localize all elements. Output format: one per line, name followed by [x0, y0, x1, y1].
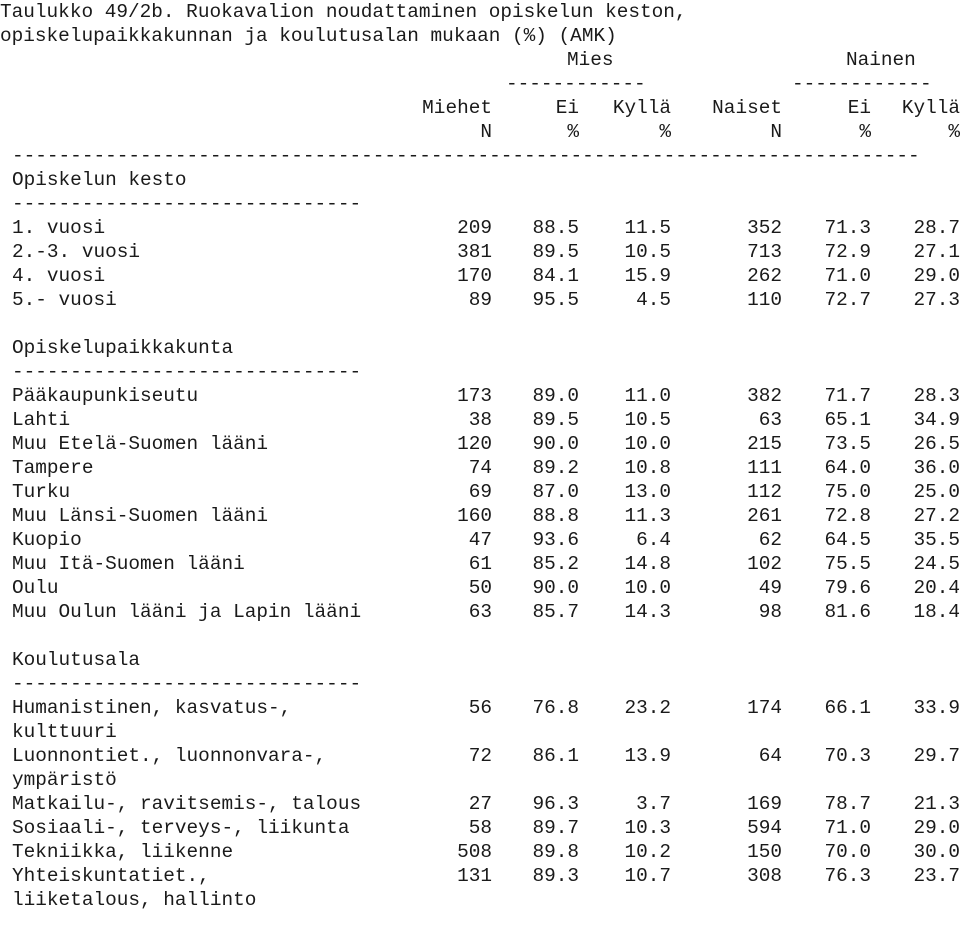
table-body	[0, 168, 960, 912]
value-nainen-ei: 72.9	[824, 241, 871, 263]
table-row	[0, 504, 960, 528]
table-row	[0, 288, 960, 312]
value-nainen-kylla: 27.2	[913, 505, 960, 527]
value-nainen-n: 98	[758, 601, 782, 623]
value-mies-ei: 88.5	[532, 217, 579, 239]
section-spacer	[0, 624, 960, 648]
value-nainen-ei: 71.3	[824, 217, 871, 239]
value-nainen-ei: 71.0	[824, 817, 871, 839]
table-title-line-1	[0, 0, 960, 24]
value-mies-ei: 84.1	[532, 265, 579, 287]
value-mies-ei: 96.3	[532, 793, 579, 815]
table-row	[0, 864, 960, 912]
value-mies-n: 47	[468, 529, 492, 551]
section-underline-row	[0, 672, 960, 696]
header-unit-pct: %	[948, 121, 960, 143]
row-label: Humanistinen, kasvatus-,	[12, 697, 292, 719]
table-row	[0, 792, 960, 816]
value-mies-kylla: 13.9	[624, 745, 671, 767]
value-nainen-kylla: 36.0	[913, 457, 960, 479]
value-nainen-kylla: 28.7	[913, 217, 960, 239]
header-group-dashes	[0, 72, 960, 96]
value-mies-kylla: 10.5	[624, 409, 671, 431]
value-nainen-kylla: 26.5	[913, 433, 960, 455]
table-subtitle: opiskelupaikkakunnan ja koulutusalan mukaan (%) (AMK)	[0, 25, 617, 47]
value-mies-kylla: 10.0	[624, 433, 671, 455]
section-title-row	[0, 648, 960, 672]
value-nainen-ei: 72.8	[824, 505, 871, 527]
value-nainen-n: 111	[747, 457, 782, 479]
value-nainen-ei: 75.5	[824, 553, 871, 575]
value-mies-ei: 90.0	[532, 577, 579, 599]
table-row	[0, 240, 960, 264]
value-mies-ei: 86.1	[532, 745, 579, 767]
row-label-continued: liiketalous, hallinto	[12, 889, 257, 911]
value-nainen-n: 594	[747, 817, 782, 839]
row-label: Muu Etelä-Suomen lääni	[12, 433, 268, 455]
value-mies-n: 27	[468, 793, 492, 815]
header-unit-pct: %	[859, 121, 871, 143]
header-mies: Mies	[567, 49, 614, 71]
header-unit-row	[0, 120, 960, 144]
value-nainen-n: 215	[747, 433, 782, 455]
section-title-row	[0, 336, 960, 360]
value-mies-n: 381	[457, 241, 492, 263]
value-nainen-n: 62	[758, 529, 782, 551]
value-mies-ei: 89.8	[532, 841, 579, 863]
value-mies-ei: 89.3	[532, 865, 579, 887]
header-unit-pct: %	[659, 121, 671, 143]
value-nainen-n: 112	[747, 481, 782, 503]
value-nainen-kylla: 27.3	[913, 289, 960, 311]
value-nainen-n: 110	[747, 289, 782, 311]
value-mies-ei: 93.6	[532, 529, 579, 551]
value-nainen-ei: 64.0	[824, 457, 871, 479]
row-label: Tekniikka, liikenne	[12, 841, 234, 863]
value-mies-n: 89	[468, 289, 492, 311]
row-label: 1. vuosi	[12, 217, 106, 239]
row-label: 5.- vuosi	[12, 289, 117, 311]
header-divider: ------------------------------------------------------------------------------	[12, 145, 920, 167]
table-row	[0, 576, 960, 600]
section-underline-row	[0, 360, 960, 384]
value-nainen-n: 49	[758, 577, 782, 599]
value-mies-ei: 87.0	[532, 481, 579, 503]
value-nainen-n: 713	[747, 241, 782, 263]
value-mies-kylla: 10.0	[624, 577, 671, 599]
row-label-continued: kulttuuri	[12, 721, 117, 743]
row-label: Sosiaali-, terveys-, liikunta	[12, 817, 350, 839]
row-label: Lahti	[12, 409, 71, 431]
header-unit-n-miehet: N	[480, 121, 492, 143]
value-nainen-kylla: 25.0	[913, 481, 960, 503]
section-underline: ------------------------------	[12, 193, 362, 215]
value-mies-ei: 89.0	[532, 385, 579, 407]
value-mies-n: 209	[457, 217, 492, 239]
value-nainen-ei: 75.0	[824, 481, 871, 503]
value-mies-kylla: 10.3	[624, 817, 671, 839]
value-mies-kylla: 10.2	[624, 841, 671, 863]
value-mies-ei: 76.8	[532, 697, 579, 719]
value-mies-n: 58	[468, 817, 492, 839]
value-mies-n: 131	[457, 865, 492, 887]
header-mies-kylla: Kyllä	[612, 97, 671, 119]
value-mies-n: 56	[468, 697, 492, 719]
value-nainen-kylla: 29.7	[913, 745, 960, 767]
value-nainen-kylla: 35.5	[913, 529, 960, 551]
value-nainen-ei: 71.0	[824, 265, 871, 287]
value-mies-n: 38	[468, 409, 492, 431]
header-nainen: Nainen	[846, 49, 916, 71]
header-nainen-kylla: Kyllä	[901, 97, 960, 119]
row-label: Oulu	[12, 577, 59, 599]
row-label: Tampere	[12, 457, 94, 479]
value-mies-ei: 89.7	[532, 817, 579, 839]
section-underline-row	[0, 192, 960, 216]
header-naiset: Naiset	[712, 97, 782, 119]
table-row	[0, 600, 960, 624]
value-mies-kylla: 11.3	[624, 505, 671, 527]
row-label: Matkailu-, ravitsemis-, talous	[12, 793, 362, 815]
value-nainen-ei: 72.7	[824, 289, 871, 311]
value-mies-ei: 85.2	[532, 553, 579, 575]
value-mies-kylla: 14.3	[624, 601, 671, 623]
section-title: Opiskelun kesto	[12, 169, 187, 191]
value-mies-n: 50	[468, 577, 492, 599]
value-nainen-kylla: 29.0	[913, 817, 960, 839]
value-nainen-ei: 66.1	[824, 697, 871, 719]
value-mies-ei: 90.0	[532, 433, 579, 455]
value-mies-n: 173	[457, 385, 492, 407]
header-unit-n-naiset: N	[770, 121, 782, 143]
table-row	[0, 480, 960, 504]
value-nainen-kylla: 27.1	[913, 241, 960, 263]
row-label: 2.-3. vuosi	[12, 241, 140, 263]
value-mies-kylla: 15.9	[624, 265, 671, 287]
header-nainen-underline: ------------	[792, 73, 932, 95]
value-mies-ei: 88.8	[532, 505, 579, 527]
value-nainen-ei: 64.5	[824, 529, 871, 551]
header-column-row	[0, 96, 960, 120]
value-mies-kylla: 23.2	[624, 697, 671, 719]
value-nainen-n: 262	[747, 265, 782, 287]
value-mies-kylla: 4.5	[636, 289, 671, 311]
value-mies-ei: 89.5	[532, 241, 579, 263]
value-nainen-ei: 70.3	[824, 745, 871, 767]
value-nainen-n: 102	[747, 553, 782, 575]
row-label: 4. vuosi	[12, 265, 106, 287]
value-nainen-kylla: 21.3	[913, 793, 960, 815]
value-nainen-ei: 65.1	[824, 409, 871, 431]
value-nainen-n: 63	[758, 409, 782, 431]
value-nainen-kylla: 23.7	[913, 865, 960, 887]
value-mies-n: 61	[468, 553, 492, 575]
value-mies-n: 120	[457, 433, 492, 455]
value-nainen-n: 150	[747, 841, 782, 863]
value-mies-ei: 95.5	[532, 289, 579, 311]
value-mies-n: 63	[468, 601, 492, 623]
value-nainen-kylla: 28.3	[913, 385, 960, 407]
value-nainen-kylla: 30.0	[913, 841, 960, 863]
row-label: Pääkaupunkiseutu	[12, 385, 199, 407]
table-row	[0, 264, 960, 288]
value-nainen-n: 308	[747, 865, 782, 887]
section-spacer	[0, 312, 960, 336]
value-nainen-kylla: 29.0	[913, 265, 960, 287]
value-mies-kylla: 10.5	[624, 241, 671, 263]
value-nainen-kylla: 34.9	[913, 409, 960, 431]
table-row	[0, 816, 960, 840]
section-title-row	[0, 168, 960, 192]
row-label-continued: ympäristö	[12, 769, 117, 791]
value-mies-kylla: 10.8	[624, 457, 671, 479]
value-nainen-kylla: 18.4	[913, 601, 960, 623]
value-nainen-n: 174	[747, 697, 782, 719]
table-title: Taulukko 49/2b. Ruokavalion noudattaminen opiskelun keston,	[0, 1, 687, 23]
value-mies-ei: 89.5	[532, 409, 579, 431]
value-nainen-ei: 70.0	[824, 841, 871, 863]
table-row	[0, 408, 960, 432]
value-mies-n: 170	[457, 265, 492, 287]
section-title: Opiskelupaikkakunta	[12, 337, 234, 359]
table-row	[0, 696, 960, 744]
row-label: Muu Oulun lääni ja Lapin lääni	[12, 601, 362, 623]
value-mies-ei: 85.7	[532, 601, 579, 623]
table-row	[0, 456, 960, 480]
header-miehet: Miehet	[422, 97, 492, 119]
header-mies-underline: ------------	[506, 73, 646, 95]
header-group-row	[0, 48, 960, 72]
value-nainen-ei: 78.7	[824, 793, 871, 815]
header-mies-ei: Ei	[555, 97, 579, 119]
table-row	[0, 432, 960, 456]
value-nainen-n: 352	[747, 217, 782, 239]
value-nainen-n: 169	[747, 793, 782, 815]
value-mies-ei: 89.2	[532, 457, 579, 479]
table-row	[0, 840, 960, 864]
value-nainen-n: 64	[758, 745, 782, 767]
table-title-line-2	[0, 24, 960, 48]
value-mies-n: 160	[457, 505, 492, 527]
section-underline: ------------------------------	[12, 673, 362, 695]
value-nainen-ei: 71.7	[824, 385, 871, 407]
value-nainen-kylla: 20.4	[913, 577, 960, 599]
header-unit-pct: %	[567, 121, 579, 143]
row-label: Luonnontiet., luonnonvara-,	[12, 745, 327, 767]
table-row	[0, 552, 960, 576]
value-mies-kylla: 10.7	[624, 865, 671, 887]
value-nainen-kylla: 24.5	[913, 553, 960, 575]
value-mies-kylla: 11.5	[624, 217, 671, 239]
header-rule	[0, 144, 960, 168]
value-nainen-kylla: 33.9	[913, 697, 960, 719]
table-row	[0, 744, 960, 792]
value-nainen-ei: 76.3	[824, 865, 871, 887]
table-row	[0, 216, 960, 240]
row-label: Kuopio	[12, 529, 82, 551]
table-row	[0, 384, 960, 408]
value-mies-n: 74	[468, 457, 492, 479]
table-row	[0, 528, 960, 552]
value-mies-n: 72	[468, 745, 492, 767]
value-mies-kylla: 13.0	[624, 481, 671, 503]
value-mies-n: 508	[457, 841, 492, 863]
row-label: Muu Länsi-Suomen lääni	[12, 505, 268, 527]
value-nainen-ei: 79.6	[824, 577, 871, 599]
value-nainen-ei: 73.5	[824, 433, 871, 455]
header-nainen-ei: Ei	[847, 97, 871, 119]
row-label: Yhteiskuntatiet.,	[12, 865, 210, 887]
value-nainen-n: 382	[747, 385, 782, 407]
value-mies-kylla: 6.4	[636, 529, 671, 551]
value-mies-n: 69	[468, 481, 492, 503]
value-mies-kylla: 3.7	[636, 793, 671, 815]
value-nainen-n: 261	[747, 505, 782, 527]
section-underline: ------------------------------	[12, 361, 362, 383]
section-title: Koulutusala	[12, 649, 140, 671]
row-label: Muu Itä-Suomen lääni	[12, 553, 245, 575]
row-label: Turku	[12, 481, 71, 503]
value-nainen-ei: 81.6	[824, 601, 871, 623]
value-mies-kylla: 11.0	[624, 385, 671, 407]
value-mies-kylla: 14.8	[624, 553, 671, 575]
